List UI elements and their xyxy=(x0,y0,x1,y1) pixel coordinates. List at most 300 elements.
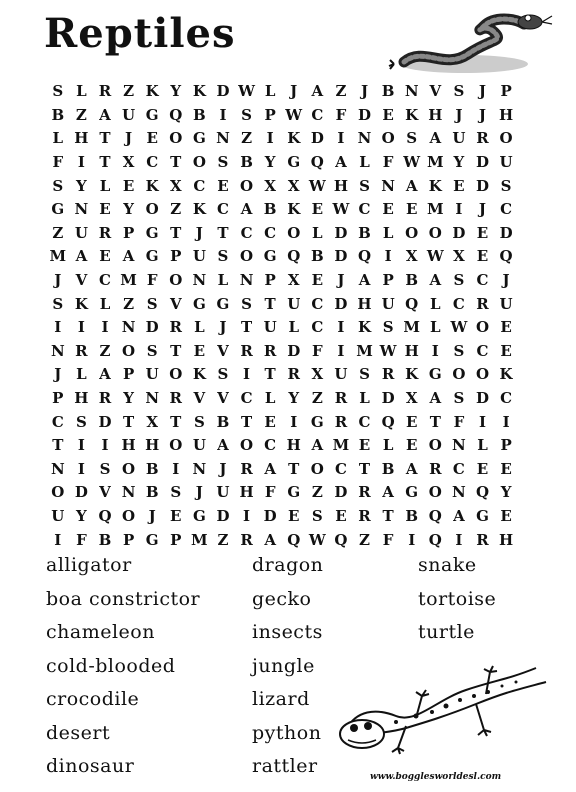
grid-letter[interactable]: M xyxy=(120,271,137,290)
grid-letter[interactable]: O xyxy=(169,129,183,148)
grid-letter[interactable]: O xyxy=(51,483,65,502)
grid-letter[interactable]: R xyxy=(98,82,112,101)
grid-letter[interactable]: M xyxy=(191,530,208,549)
grid-letter[interactable]: H xyxy=(357,294,372,313)
grid-letter[interactable]: P xyxy=(122,530,135,549)
grid-letter[interactable]: T xyxy=(358,459,371,478)
grid-letter[interactable]: H xyxy=(239,483,254,502)
grid-letter[interactable]: E xyxy=(500,341,512,360)
grid-letter[interactable]: E xyxy=(500,506,512,525)
grid-letter[interactable]: M xyxy=(49,247,67,266)
grid-letter[interactable]: S xyxy=(453,82,465,101)
grid-letter[interactable]: R xyxy=(476,129,489,148)
grid-letter[interactable]: W xyxy=(379,341,397,360)
grid-letter[interactable]: O xyxy=(122,341,136,360)
grid-letter[interactable]: W xyxy=(308,530,326,549)
grid-letter[interactable]: U xyxy=(51,506,65,525)
grid-letter[interactable]: O xyxy=(192,153,206,172)
grid-letter[interactable]: R xyxy=(287,365,300,384)
grid-letter[interactable]: N xyxy=(145,389,160,408)
grid-letter[interactable]: O xyxy=(405,223,419,242)
grid-letter[interactable]: Z xyxy=(99,341,111,360)
grid-letter[interactable]: R xyxy=(263,341,277,360)
grid-letter[interactable]: G xyxy=(263,247,277,266)
grid-letter[interactable]: U xyxy=(381,294,395,313)
grid-letter[interactable]: L xyxy=(194,318,205,337)
grid-letter[interactable]: S xyxy=(52,82,64,101)
grid-letter[interactable]: F xyxy=(382,530,394,549)
grid-letter[interactable]: O xyxy=(499,129,513,148)
grid-letter[interactable]: W xyxy=(308,176,326,195)
grid-letter[interactable]: I xyxy=(337,341,345,360)
grid-letter[interactable]: D xyxy=(216,82,230,101)
grid-letter[interactable]: T xyxy=(382,506,394,525)
grid-letter[interactable]: H xyxy=(74,389,89,408)
grid-letter[interactable]: I xyxy=(77,459,85,478)
grid-letter[interactable]: Q xyxy=(428,530,442,549)
grid-letter[interactable]: L xyxy=(382,436,394,455)
grid-letter[interactable]: R xyxy=(358,483,371,502)
grid-letter[interactable]: I xyxy=(54,530,62,549)
grid-letter[interactable]: S xyxy=(241,105,252,124)
grid-letter[interactable]: X xyxy=(311,365,324,384)
grid-letter[interactable]: V xyxy=(217,389,229,408)
grid-letter[interactable]: E xyxy=(264,412,276,431)
grid-letter[interactable]: R xyxy=(334,389,348,408)
grid-letter[interactable]: N xyxy=(452,483,466,502)
grid-letter[interactable]: F xyxy=(264,483,276,502)
grid-letter[interactable]: A xyxy=(429,389,442,408)
grid-letter[interactable]: G xyxy=(145,223,159,242)
grid-letter[interactable]: I xyxy=(266,129,274,148)
grid-letter[interactable]: J xyxy=(54,365,62,384)
grid-letter[interactable]: S xyxy=(453,341,465,360)
grid-letter[interactable]: B xyxy=(51,105,65,124)
grid-letter[interactable]: G xyxy=(310,412,324,431)
grid-letter[interactable]: N xyxy=(50,341,65,360)
grid-letter[interactable]: C xyxy=(358,200,371,219)
grid-letter[interactable]: Z xyxy=(311,483,323,502)
grid-letter[interactable]: S xyxy=(241,294,252,313)
grid-letter[interactable]: L xyxy=(76,365,87,384)
grid-letter[interactable]: P xyxy=(382,271,394,290)
grid-letter[interactable]: U xyxy=(263,318,277,337)
grid-letter[interactable]: O xyxy=(122,506,136,525)
grid-letter[interactable]: J xyxy=(125,129,133,148)
grid-letter[interactable]: E xyxy=(170,506,182,525)
grid-letter[interactable]: P xyxy=(500,436,512,455)
grid-letter[interactable]: D xyxy=(358,105,372,124)
grid-letter[interactable]: S xyxy=(170,483,182,502)
grid-letter[interactable]: Z xyxy=(123,82,135,101)
grid-letter[interactable]: R xyxy=(476,294,489,313)
grid-letter[interactable]: X xyxy=(146,412,158,431)
grid-letter[interactable]: S xyxy=(217,365,229,384)
grid-letter[interactable]: G xyxy=(476,506,489,525)
grid-letter[interactable]: Z xyxy=(359,530,370,549)
grid-letter[interactable]: Q xyxy=(499,247,513,266)
grid-letter[interactable]: S xyxy=(217,153,229,172)
grid-letter[interactable]: E xyxy=(405,412,418,431)
grid-letter[interactable]: A xyxy=(335,153,347,172)
grid-letter[interactable]: D xyxy=(98,412,112,431)
grid-letter[interactable]: J xyxy=(478,82,487,101)
grid-letter[interactable]: P xyxy=(170,530,182,549)
grid-letter[interactable]: B xyxy=(381,82,395,101)
grid-letter[interactable]: E xyxy=(335,506,347,525)
grid-letter[interactable]: N xyxy=(216,129,230,148)
grid-letter[interactable]: A xyxy=(217,436,229,455)
grid-letter[interactable]: D xyxy=(381,389,395,408)
grid-letter[interactable]: W xyxy=(238,82,255,101)
grid-letter[interactable]: U xyxy=(122,105,136,124)
grid-letter[interactable]: K xyxy=(74,294,88,313)
grid-letter[interactable]: I xyxy=(478,412,486,431)
grid-letter[interactable]: L xyxy=(430,294,441,313)
grid-letter[interactable]: Y xyxy=(500,483,512,502)
grid-letter[interactable]: G xyxy=(428,365,442,384)
grid-letter[interactable]: T xyxy=(288,459,300,478)
grid-letter[interactable]: J xyxy=(478,200,487,219)
grid-letter[interactable]: D xyxy=(287,341,301,360)
grid-letter[interactable]: C xyxy=(99,271,111,290)
grid-letter[interactable]: I xyxy=(243,365,251,384)
grid-letter[interactable]: B xyxy=(263,200,277,219)
grid-letter[interactable]: U xyxy=(334,365,348,384)
grid-letter[interactable]: J xyxy=(337,271,345,290)
grid-letter[interactable]: H xyxy=(333,176,349,195)
grid-letter[interactable]: T xyxy=(240,318,253,337)
grid-letter[interactable]: O xyxy=(169,271,183,290)
grid-letter[interactable]: A xyxy=(453,506,465,525)
grid-letter[interactable]: R xyxy=(98,389,112,408)
grid-letter[interactable]: U xyxy=(287,294,301,313)
grid-letter[interactable]: T xyxy=(264,365,276,384)
grid-letter[interactable]: Y xyxy=(76,176,87,195)
grid-letter[interactable]: E xyxy=(382,105,394,124)
grid-letter[interactable]: D xyxy=(145,318,159,337)
grid-letter[interactable]: N xyxy=(50,459,65,478)
grid-letter[interactable]: G xyxy=(145,247,159,266)
grid-letter[interactable]: E xyxy=(146,129,158,148)
grid-letter[interactable]: O xyxy=(169,436,183,455)
grid-letter[interactable]: A xyxy=(99,365,111,384)
grid-letter[interactable]: K xyxy=(405,105,419,124)
grid-letter[interactable]: J xyxy=(148,506,156,525)
grid-letter[interactable]: A xyxy=(405,459,418,478)
grid-letter[interactable]: Q xyxy=(428,506,442,525)
grid-letter[interactable]: A xyxy=(405,176,418,195)
grid-letter[interactable]: L xyxy=(359,153,370,172)
grid-letter[interactable]: D xyxy=(334,483,348,502)
grid-letter[interactable]: O xyxy=(452,365,466,384)
grid-letter[interactable]: B xyxy=(145,459,159,478)
grid-letter[interactable]: F xyxy=(312,341,323,360)
grid-letter[interactable]: E xyxy=(500,318,512,337)
grid-letter[interactable]: T xyxy=(170,341,182,360)
grid-letter[interactable]: E xyxy=(288,506,300,525)
grid-letter[interactable]: Q xyxy=(357,247,372,266)
grid-letter[interactable]: S xyxy=(359,176,370,195)
grid-letter[interactable]: A xyxy=(122,247,135,266)
grid-letter[interactable]: C xyxy=(334,459,347,478)
grid-letter[interactable]: E xyxy=(453,176,465,195)
grid-letter[interactable]: J xyxy=(54,271,62,290)
grid-letter[interactable]: L xyxy=(52,129,64,148)
grid-letter[interactable]: K xyxy=(192,365,206,384)
grid-letter[interactable]: Z xyxy=(170,200,182,219)
grid-letter[interactable]: O xyxy=(381,129,395,148)
grid-letter[interactable]: L xyxy=(264,82,276,101)
grid-letter[interactable]: I xyxy=(290,412,298,431)
grid-letter[interactable]: Y xyxy=(288,389,300,408)
grid-letter[interactable]: C xyxy=(452,294,465,313)
grid-letter[interactable]: I xyxy=(337,129,345,148)
grid-letter[interactable]: A xyxy=(240,200,253,219)
grid-letter[interactable]: T xyxy=(264,294,276,313)
grid-letter[interactable]: U xyxy=(192,247,206,266)
grid-letter[interactable]: C xyxy=(452,459,465,478)
grid-letter[interactable]: I xyxy=(502,412,510,431)
grid-letter[interactable]: B xyxy=(405,506,419,525)
grid-letter[interactable]: T xyxy=(122,412,135,431)
grid-letter[interactable]: B xyxy=(405,271,419,290)
grid-letter[interactable]: C xyxy=(500,389,513,408)
grid-letter[interactable]: R xyxy=(169,318,182,337)
grid-letter[interactable]: R xyxy=(240,530,253,549)
grid-letter[interactable]: O xyxy=(240,247,254,266)
grid-letter[interactable]: L xyxy=(312,223,323,242)
grid-letter[interactable]: R xyxy=(358,506,371,525)
grid-letter[interactable]: Z xyxy=(75,105,87,124)
grid-letter[interactable]: C xyxy=(193,176,206,195)
grid-letter[interactable]: Q xyxy=(287,530,301,549)
grid-letter[interactable]: E xyxy=(382,200,394,219)
grid-letter[interactable]: Y xyxy=(453,153,465,172)
grid-letter[interactable]: J xyxy=(478,105,487,124)
grid-letter[interactable]: D xyxy=(475,176,489,195)
grid-letter[interactable]: E xyxy=(311,200,324,219)
grid-letter[interactable]: Q xyxy=(475,483,490,502)
grid-letter[interactable]: G xyxy=(192,294,206,313)
grid-letter[interactable]: S xyxy=(52,294,64,313)
grid-letter[interactable]: V xyxy=(75,271,88,290)
grid-letter[interactable]: S xyxy=(217,247,229,266)
grid-letter[interactable]: D xyxy=(334,247,348,266)
grid-letter[interactable]: I xyxy=(431,341,439,360)
grid-letter[interactable]: S xyxy=(146,341,158,360)
grid-letter[interactable]: I xyxy=(101,436,109,455)
grid-letter[interactable]: W xyxy=(285,105,303,124)
grid-letter[interactable]: W xyxy=(450,318,468,337)
grid-letter[interactable]: C xyxy=(358,412,371,431)
grid-letter[interactable]: S xyxy=(500,176,512,195)
grid-letter[interactable]: W xyxy=(426,247,444,266)
grid-letter[interactable]: B xyxy=(310,247,324,266)
grid-letter[interactable]: P xyxy=(500,82,512,101)
grid-letter[interactable]: Y xyxy=(76,506,87,525)
grid-letter[interactable]: R xyxy=(75,341,88,360)
grid-letter[interactable]: F xyxy=(382,153,394,172)
grid-letter[interactable]: Q xyxy=(98,506,112,525)
grid-letter[interactable]: O xyxy=(169,365,183,384)
grid-letter[interactable]: A xyxy=(429,129,442,148)
grid-letter[interactable]: G xyxy=(405,483,419,502)
grid-letter[interactable]: O xyxy=(145,200,159,219)
grid-letter[interactable]: I xyxy=(455,530,463,549)
grid-letter[interactable]: H xyxy=(428,105,443,124)
grid-letter[interactable]: B xyxy=(98,530,112,549)
grid-letter[interactable]: M xyxy=(356,341,373,360)
grid-letter[interactable]: R xyxy=(381,365,395,384)
grid-letter[interactable]: G xyxy=(145,530,159,549)
grid-letter[interactable]: U xyxy=(74,223,88,242)
grid-letter[interactable]: S xyxy=(359,365,370,384)
grid-letter[interactable]: Y xyxy=(123,200,134,219)
grid-letter[interactable]: I xyxy=(77,436,85,455)
grid-letter[interactable]: V xyxy=(429,82,442,101)
grid-letter[interactable]: G xyxy=(192,506,206,525)
grid-letter[interactable]: C xyxy=(264,223,277,242)
grid-letter[interactable]: B xyxy=(193,105,206,124)
grid-letter[interactable]: S xyxy=(193,412,205,431)
grid-letter[interactable]: D xyxy=(334,294,348,313)
grid-letter[interactable]: C xyxy=(240,223,253,242)
grid-letter[interactable]: T xyxy=(217,223,229,242)
grid-letter[interactable]: P xyxy=(52,389,64,408)
grid-letter[interactable]: A xyxy=(264,530,276,549)
grid-letter[interactable]: I xyxy=(77,153,85,172)
grid-letter[interactable]: N xyxy=(192,459,207,478)
grid-letter[interactable]: H xyxy=(498,530,514,549)
grid-letter[interactable]: C xyxy=(51,412,64,431)
grid-letter[interactable]: Q xyxy=(381,412,395,431)
grid-letter[interactable]: P xyxy=(122,365,135,384)
grid-letter[interactable]: A xyxy=(382,483,394,502)
grid-letter[interactable]: U xyxy=(499,294,513,313)
grid-letter[interactable]: O xyxy=(240,176,254,195)
grid-letter[interactable]: D xyxy=(452,223,466,242)
grid-letter[interactable]: R xyxy=(98,223,112,242)
grid-letter[interactable]: Z xyxy=(335,82,347,101)
grid-letter[interactable]: J xyxy=(455,105,463,124)
grid-letter[interactable]: C xyxy=(476,271,489,290)
grid-letter[interactable]: T xyxy=(170,153,182,172)
grid-letter[interactable]: Y xyxy=(264,153,276,172)
grid-letter[interactable]: T xyxy=(429,412,441,431)
grid-letter[interactable]: N xyxy=(452,436,466,455)
grid-letter[interactable]: P xyxy=(170,247,182,266)
grid-letter[interactable]: I xyxy=(455,200,463,219)
grid-letter[interactable]: T xyxy=(240,412,253,431)
grid-letter[interactable]: G xyxy=(145,105,159,124)
grid-letter[interactable]: G xyxy=(192,129,206,148)
grid-letter[interactable]: X xyxy=(169,176,182,195)
grid-letter[interactable]: H xyxy=(286,436,301,455)
grid-letter[interactable]: G xyxy=(287,483,301,502)
grid-letter[interactable]: O xyxy=(475,365,490,384)
grid-letter[interactable]: X xyxy=(287,271,300,290)
grid-letter[interactable]: S xyxy=(453,271,465,290)
grid-letter[interactable]: C xyxy=(216,200,229,219)
grid-letter[interactable]: E xyxy=(193,341,206,360)
grid-letter[interactable]: L xyxy=(477,436,488,455)
grid-letter[interactable]: O xyxy=(475,318,490,337)
grid-letter[interactable]: A xyxy=(311,82,324,101)
grid-letter[interactable]: H xyxy=(121,436,136,455)
grid-letter[interactable]: L xyxy=(99,294,111,313)
grid-letter[interactable]: E xyxy=(405,436,418,455)
grid-letter[interactable]: A xyxy=(264,459,276,478)
grid-letter[interactable]: J xyxy=(290,82,298,101)
grid-letter[interactable]: F xyxy=(453,412,465,431)
grid-letter[interactable]: K xyxy=(287,200,301,219)
grid-letter[interactable]: L xyxy=(76,82,87,101)
grid-letter[interactable]: S xyxy=(453,389,465,408)
grid-letter[interactable]: V xyxy=(193,389,206,408)
grid-letter[interactable]: K xyxy=(405,365,419,384)
grid-letter[interactable]: J xyxy=(360,82,369,101)
grid-letter[interactable]: J xyxy=(195,223,203,242)
grid-letter[interactable]: R xyxy=(240,459,253,478)
grid-letter[interactable]: T xyxy=(99,129,111,148)
grid-letter[interactable]: A xyxy=(99,105,111,124)
grid-letter[interactable]: U xyxy=(452,129,466,148)
grid-letter[interactable]: N xyxy=(357,129,372,148)
grid-letter[interactable]: R xyxy=(169,389,182,408)
grid-letter[interactable]: I xyxy=(219,105,227,124)
grid-letter[interactable]: M xyxy=(332,436,350,455)
grid-letter[interactable]: E xyxy=(405,200,418,219)
grid-letter[interactable]: P xyxy=(264,271,276,290)
grid-letter[interactable]: A xyxy=(75,247,88,266)
grid-letter[interactable]: T xyxy=(99,153,111,172)
grid-letter[interactable]: U xyxy=(216,483,230,502)
grid-letter[interactable]: O xyxy=(287,223,301,242)
grid-letter[interactable]: B xyxy=(145,483,159,502)
grid-letter[interactable]: B xyxy=(358,223,371,242)
grid-letter[interactable]: G xyxy=(216,294,230,313)
grid-letter[interactable]: L xyxy=(430,318,441,337)
grid-letter[interactable]: W xyxy=(332,200,350,219)
grid-letter[interactable]: D xyxy=(74,483,88,502)
grid-letter[interactable]: O xyxy=(428,223,442,242)
grid-letter[interactable]: I xyxy=(408,530,416,549)
grid-letter[interactable]: I xyxy=(54,318,62,337)
grid-letter[interactable]: B xyxy=(216,412,230,431)
grid-letter[interactable]: H xyxy=(404,341,419,360)
grid-letter[interactable]: Z xyxy=(217,530,229,549)
grid-letter[interactable]: E xyxy=(358,436,371,455)
grid-letter[interactable]: H xyxy=(74,129,89,148)
grid-letter[interactable]: K xyxy=(499,365,513,384)
grid-letter[interactable]: X xyxy=(122,153,135,172)
grid-letter[interactable]: C xyxy=(476,341,489,360)
grid-letter[interactable]: W xyxy=(403,153,421,172)
grid-letter[interactable]: K xyxy=(145,176,159,195)
grid-letter[interactable]: X xyxy=(453,247,465,266)
grid-letter[interactable]: X xyxy=(405,247,418,266)
grid-letter[interactable]: E xyxy=(476,247,489,266)
grid-letter[interactable]: D xyxy=(499,223,513,242)
grid-letter[interactable]: M xyxy=(426,153,444,172)
grid-letter[interactable]: O xyxy=(310,459,324,478)
grid-letter[interactable]: T xyxy=(52,436,64,455)
grid-letter[interactable]: R xyxy=(240,341,253,360)
grid-letter[interactable]: Z xyxy=(123,294,135,313)
grid-letter[interactable]: D xyxy=(310,129,324,148)
grid-letter[interactable]: L xyxy=(359,389,370,408)
